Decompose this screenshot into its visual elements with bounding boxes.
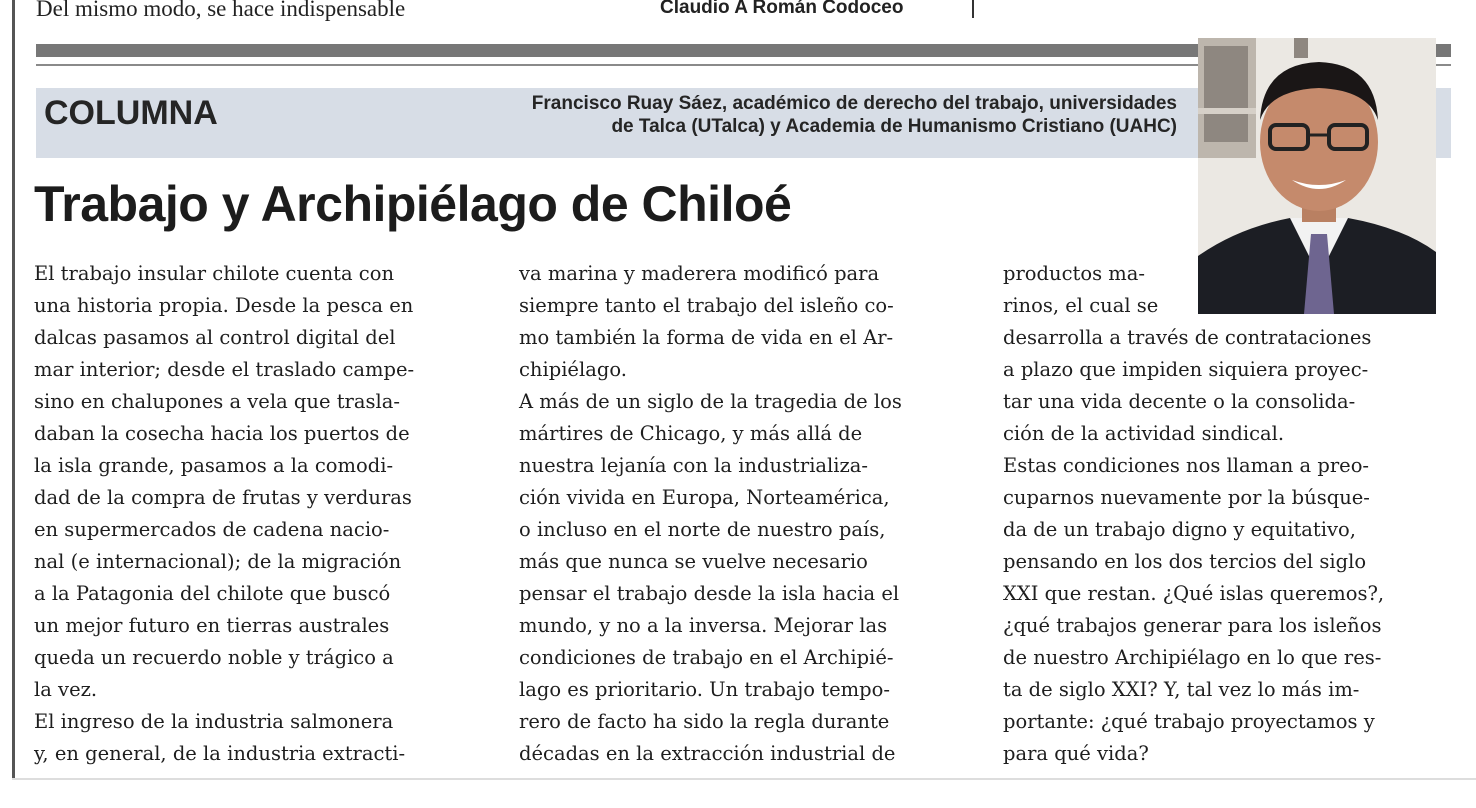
text-line: pensar el trabajo desde la isla hacia el (519, 582, 900, 605)
text-line: daban la cosecha hacia los puertos de (34, 422, 410, 445)
text-line: queda un recuerdo noble y trágico a (34, 646, 394, 669)
text-line: XXI que restan. ¿Qué islas queremos?, (1003, 582, 1385, 605)
text-line: la isla grande, pasamos a la comodi- (34, 454, 394, 477)
text-line: mundo, y no a la inversa. Mejorar las (519, 614, 888, 637)
text-line: de nuestro Archipiélago en lo que res- (1003, 646, 1382, 669)
text-line: ción vivida en Europa, Norteamérica, (519, 486, 890, 509)
text-line: ¿qué trabajos generar para los isleños (1003, 614, 1382, 637)
text-line: dad de la compra de frutas y verduras (34, 486, 412, 509)
text-line: décadas en la extracción industrial de (519, 742, 896, 765)
text-line: en supermercados de cadena nacio- (34, 518, 390, 541)
author-credit (357, 92, 1177, 138)
column-divider (972, 0, 974, 18)
text-line: Estas condiciones nos llaman a preo- (1003, 454, 1370, 477)
text-line: productos ma- (1003, 262, 1145, 285)
text-line: tar una vida decente o la consolida- (1003, 390, 1356, 413)
article-column-3 (1003, 258, 1453, 770)
text-line: El ingreso de la industria salmonera (34, 710, 394, 733)
text-line: la vez. (34, 678, 98, 701)
text-line: lago es prioritario. Un trabajo tempo- (519, 678, 890, 701)
text-line: y, en general, de la industria extracti- (34, 742, 406, 765)
text-line: un mejor futuro en tierras australes (34, 614, 390, 637)
text-line: una historia propia. Desde la pesca en (34, 294, 414, 317)
article-column-1 (34, 258, 484, 770)
author-line: Francisco Ruay Sáez, académico de derecho del trabajo, universidades (531, 93, 1177, 114)
text-line: dalcas pasamos al control digital del (34, 326, 396, 349)
text-line: da de un trabajo digno y equitativo, (1003, 518, 1356, 541)
page-bottom-edge (12, 778, 1476, 780)
text-line: A más de un siglo de la tragedia de los (519, 390, 902, 413)
text-line: El trabajo insular chilote cuenta con (34, 262, 395, 285)
text-line: chipiélago. (519, 358, 627, 381)
text-line: va marina y maderera modificó para (519, 262, 880, 285)
text-line: para qué vida? (1003, 742, 1149, 765)
text-line: condiciones de trabajo en el Archipié- (519, 646, 894, 669)
text-line: mártires de Chicago, y más allá de (519, 422, 863, 445)
text-line: ta de siglo XXI? Y, tal vez lo más im- (1003, 678, 1360, 701)
text-line: siempre tanto el trabajo del isleño co- (519, 294, 894, 317)
text-line: nal (e internacional); de la migración (34, 550, 402, 573)
text-line: a la Patagonia del chilote que buscó (34, 582, 391, 605)
text-line: cuparnos nuevamente por la búsque- (1003, 486, 1370, 509)
text-line: desarrolla a través de contrataciones (1003, 326, 1372, 349)
previous-article-byline: Claudio A Román Codoceo (660, 0, 904, 18)
article-column-2 (519, 258, 969, 770)
article-headline: Trabajo y Archipiélago de Chiloé (34, 176, 792, 232)
text-line: a plazo que impiden siquiera proyec- (1003, 358, 1369, 381)
text-line: rero de facto ha sido la regla durante (519, 710, 890, 733)
text-line: mar interior; desde el traslado campe- (34, 358, 415, 381)
text-line: rinos, el cual se (1003, 294, 1159, 317)
text-line: nuestra lejanía con la industrializa- (519, 454, 869, 477)
author-line: de Talca (UTalca) y Academia de Humanismo Cristiano (UAHC) (611, 116, 1177, 137)
previous-article-text: Del mismo modo, se hace indispensable (36, 0, 406, 21)
section-label: COLUMNA (44, 94, 218, 132)
page-left-border (12, 0, 15, 778)
text-line: pensando en los dos tercios del siglo (1003, 550, 1367, 573)
text-line: o incluso en el norte de nuestro país, (519, 518, 886, 541)
text-line: ción de la actividad sindical. (1003, 422, 1285, 445)
text-line: más que nunca se vuelve necesario (519, 550, 868, 573)
text-line: mo también la forma de vida en el Ar- (519, 326, 894, 349)
previous-article-strip (0, 0, 1476, 32)
text-line: portante: ¿qué trabajo proyectamos y (1003, 710, 1375, 733)
text-line: sino en chalupones a vela que trasla- (34, 390, 400, 413)
